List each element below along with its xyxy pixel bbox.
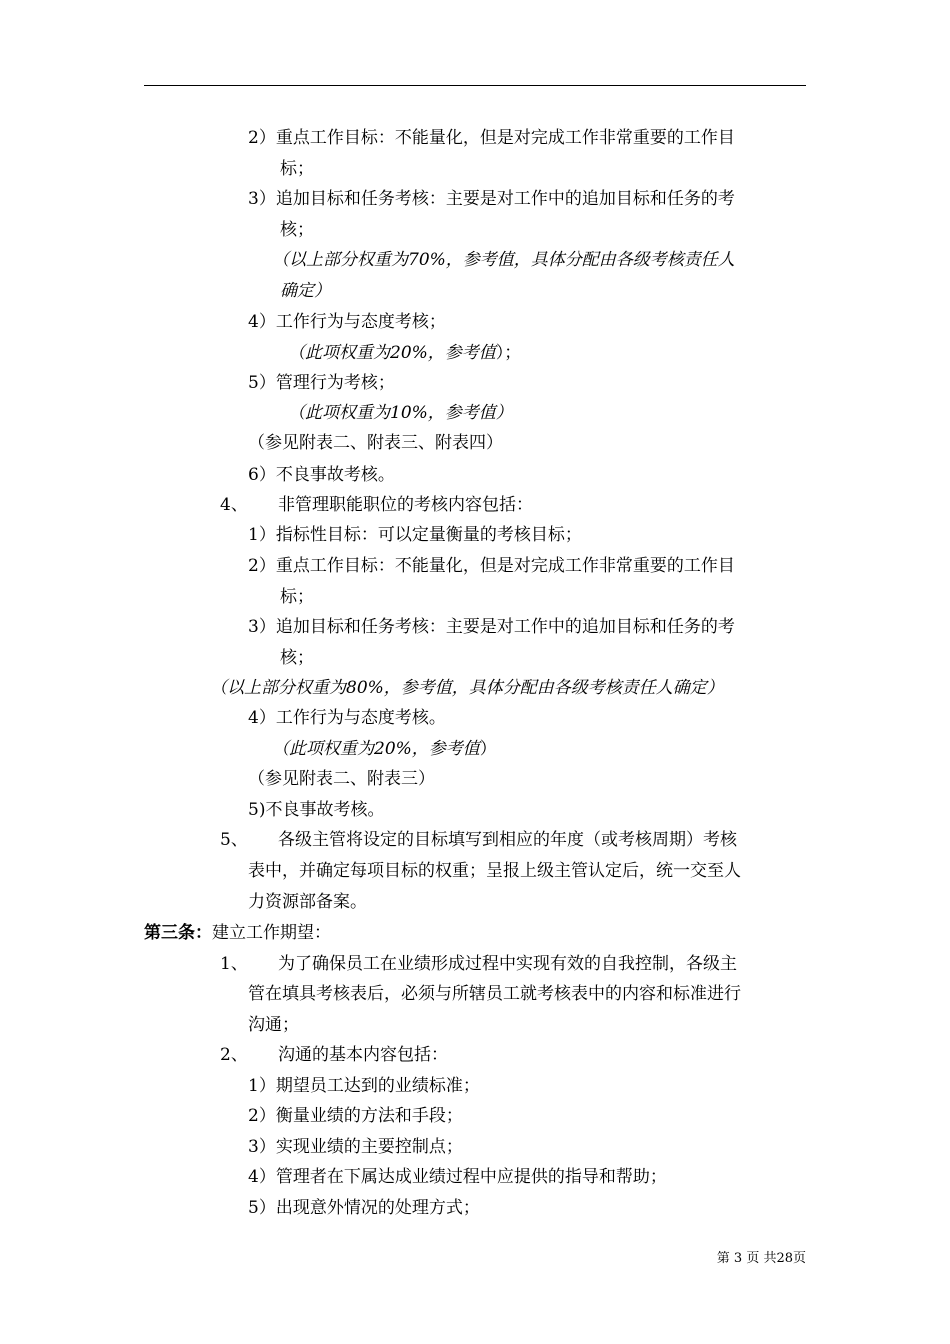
text-line: 4）工作行为与态度考核； bbox=[248, 312, 446, 332]
text-line: 2）重点工作目标：不能量化，但是对完成工作非常重要的工作目 bbox=[248, 556, 735, 576]
article-label: 第三条： bbox=[144, 923, 212, 943]
item-number: 5、 bbox=[220, 830, 248, 850]
item-text: 各级主管将设定的目标填写到相应的年度（或考核周期）考核 bbox=[278, 830, 737, 850]
item-text: 为了确保员工在业绩形成过程中实现有效的自我控制，各级主 bbox=[278, 954, 737, 974]
text-line: 3）追加目标和任务考核：主要是对工作中的追加目标和任务的考 bbox=[248, 617, 735, 637]
item-text: 非管理职能职位的考核内容包括： bbox=[278, 495, 533, 515]
item-number: 4、 bbox=[220, 495, 248, 515]
appendix-ref: （参见附表二、附表三、附表四） bbox=[248, 433, 503, 453]
item-text: 沟通的基本内容包括： bbox=[278, 1045, 448, 1065]
text-line: 核； bbox=[280, 648, 314, 668]
header-rule bbox=[144, 85, 806, 86]
weight-note bbox=[288, 343, 521, 363]
weight-note: （以上部分权重为80%，参考值，具体分配由各级考核责任人确定） bbox=[210, 678, 724, 698]
article-heading bbox=[144, 923, 331, 943]
item-number: 1、 bbox=[220, 954, 248, 974]
text-line: 6）不良事故考核。 bbox=[248, 465, 395, 485]
page-number: 第 3 页 共28页 bbox=[716, 1251, 806, 1266]
text-line: 5）管理行为考核； bbox=[248, 373, 395, 393]
weight-note-end: ）； bbox=[495, 343, 522, 363]
text-line: 管在填具考核表后，必须与所辖员工就考核表中的内容和标准进行 bbox=[248, 984, 741, 1004]
numbered-item bbox=[220, 1045, 448, 1065]
text-line: 核； bbox=[280, 220, 314, 240]
text-line: 沟通； bbox=[248, 1015, 299, 1035]
weight-note: 确定） bbox=[280, 281, 331, 301]
text-line: 表中，并确定每项目标的权重；呈报上级主管认定后，统一交至人 bbox=[248, 861, 741, 881]
text-line: 2）重点工作目标：不能量化，但是对完成工作非常重要的工作目 bbox=[248, 128, 735, 148]
text-line: 4）工作行为与态度考核。 bbox=[248, 708, 446, 728]
text-line: 1）指标性目标：可以定量衡量的考核目标； bbox=[248, 525, 582, 545]
weight-note-italic: （此项权重为20%，参考值 bbox=[272, 739, 480, 759]
appendix-ref: （参见附表二、附表三） bbox=[248, 769, 435, 789]
text-line: 2）衡量业绩的方法和手段； bbox=[248, 1106, 463, 1126]
weight-note: （以上部分权重为70%，参考值，具体分配由各级考核责任人 bbox=[272, 250, 735, 270]
weight-note-italic: （此项权重为20%，参考值 bbox=[288, 343, 496, 363]
item-number: 2、 bbox=[220, 1045, 248, 1065]
weight-note bbox=[272, 739, 497, 759]
text-line: 3）追加目标和任务考核：主要是对工作中的追加目标和任务的考 bbox=[248, 189, 735, 209]
text-line: 5）出现意外情况的处理方式； bbox=[248, 1198, 480, 1218]
numbered-item bbox=[220, 495, 533, 515]
text-line: 4）管理者在下属达成业绩过程中应提供的指导和帮助； bbox=[248, 1167, 667, 1187]
text-line: 标； bbox=[280, 587, 314, 607]
article-title: 建立工作期望： bbox=[212, 923, 331, 943]
text-line: 1）期望员工达到的业绩标准； bbox=[248, 1076, 480, 1096]
numbered-item bbox=[220, 830, 737, 850]
text-line: 5)不良事故考核。 bbox=[248, 800, 385, 820]
weight-note-end: ） bbox=[479, 739, 497, 759]
text-line: 3）实现业绩的主要控制点； bbox=[248, 1137, 463, 1157]
text-line: 标； bbox=[280, 159, 314, 179]
weight-note: （此项权重为10%，参考值） bbox=[288, 403, 513, 423]
text-line: 力资源部备案。 bbox=[248, 892, 367, 912]
numbered-item bbox=[220, 954, 737, 974]
